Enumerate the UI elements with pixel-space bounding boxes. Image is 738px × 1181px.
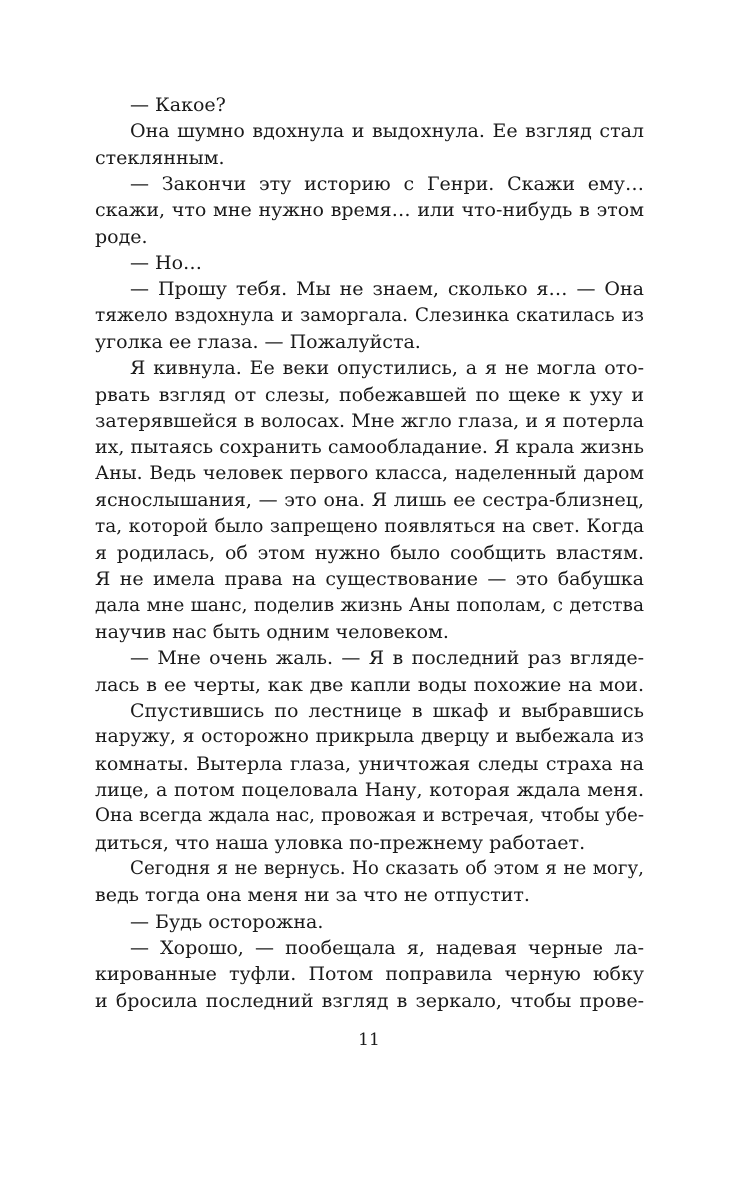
- text-line: рвать взгляд от слезы, побежавшей по щеке к уху и: [95, 383, 644, 406]
- text-line: яснослышания, — это она. Я лишь ее сестра-близнец,: [95, 489, 644, 512]
- text-line: Аны. Ведь человек первого класса, наделенный даром: [95, 462, 644, 484]
- text-line: — Будь осторожна.: [130, 910, 324, 933]
- text-line: комнаты. Вытерла глаза, уничтожая следы страха на: [95, 752, 644, 775]
- text-line: — Мне очень жаль. — Я в последний раз вгляде-: [130, 647, 644, 670]
- text-line: ведь тогда она меня ни за что не отпустит.: [95, 884, 530, 907]
- text-line: скажи, что мне нужно время… или что-нибудь в этом: [95, 199, 644, 222]
- text-line: — Закончи эту историю с Генри. Скажи ему…: [130, 173, 644, 196]
- text-line: уголка ее глаза. — Пожалуйста.: [95, 331, 421, 354]
- text-line: кированные туфли. Потом поправила черную юбку: [95, 963, 644, 986]
- text-line: диться, что наша уловка по-прежнему работает.: [95, 831, 586, 854]
- text-line: — Прошу тебя. Мы не знаем, сколько я… — Она: [130, 278, 644, 301]
- text-line: — Какое?: [130, 94, 226, 116]
- text-line: — Но…: [130, 252, 203, 275]
- text-line: наружу, я осторожно прикрыла дверцу и выбежала из: [95, 726, 644, 748]
- text-line: Я не имела права на существование — это бабушка: [95, 568, 644, 591]
- text-line: я родилась, об этом нужно было сообщить властям.: [95, 541, 644, 564]
- text-line: Она шумно вдохнула и выдохнула. Ее взгляд стал: [130, 120, 644, 143]
- text-line: тяжело вздохнула и заморгала. Слезинка скатилась из: [95, 304, 644, 326]
- text-line: лице, а потом поцеловала Нану, которая ждала меня.: [95, 778, 644, 801]
- text-line: стеклянным.: [95, 146, 225, 169]
- text-line: и бросила последний взгляд в зеркало, чтобы прове-: [95, 989, 644, 1012]
- text-line: — Хорошо, — пообещала я, надевая черные ла-: [130, 937, 644, 959]
- text-line: дала мне шанс, поделив жизнь Аны пополам, с детства: [95, 594, 644, 616]
- text-line: лась в ее черты, как две капли воды похожие на мои.: [95, 673, 644, 696]
- text-line: Сегодня я не вернусь. Но сказать об этом я не могу,: [130, 857, 644, 879]
- text-line: Я кивнула. Ее веки опустились, а я не могла ото-: [130, 357, 644, 380]
- text-line: их, пытаясь сохранить самообладание. Я крала жизнь: [95, 436, 644, 459]
- body-text: [95, 92, 644, 1014]
- text-line: та, которой было запрещено появляться на свет. Когда: [95, 515, 644, 537]
- page-number: 11: [358, 1030, 380, 1050]
- text-line: Спустившись по лестнице в шкаф и выбравшись: [130, 699, 644, 722]
- text-line: затерявшейся в волосах. Мне жгло глаза, и я потерла: [95, 410, 644, 433]
- text-line: роде.: [95, 225, 148, 248]
- text-line: Она всегда ждала нас, провожая и встречая, чтобы убе-: [95, 805, 644, 827]
- text-line: научив нас быть одним человеком.: [95, 620, 449, 643]
